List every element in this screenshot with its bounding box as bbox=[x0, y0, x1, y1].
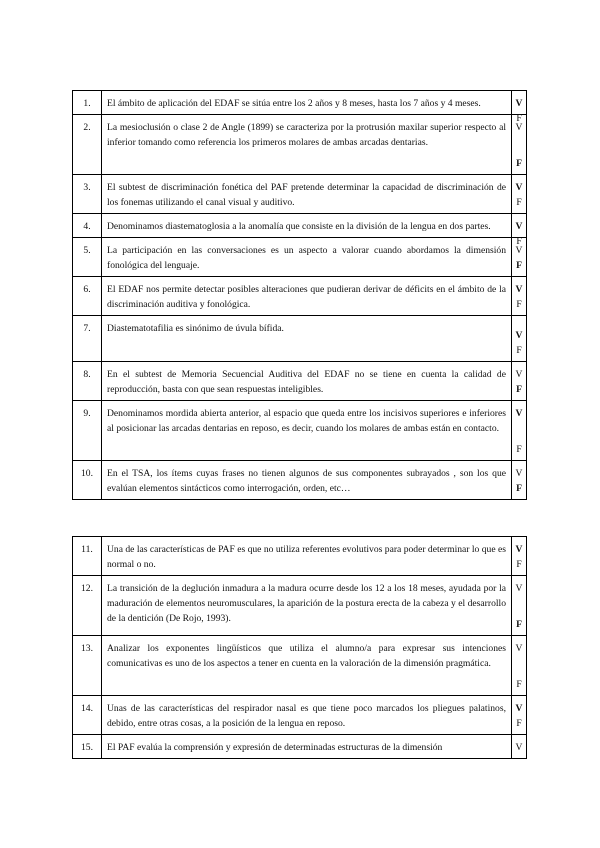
option-false: F bbox=[516, 113, 522, 124]
question-text: En el subtest de Memoria Secuencial Auditiva del EDAF no se tiene en cuenta la calidad de reproducción, basta con que sean respuestas inteligibles. bbox=[102, 362, 512, 401]
question-text: Una de las características de PAF es que no utiliza referentes evolutivos para poder determinar lo que es normal o no. bbox=[102, 537, 512, 576]
true-false-answer bbox=[512, 401, 527, 461]
true-false-answer bbox=[512, 696, 527, 735]
option-false: F bbox=[516, 444, 522, 455]
true-false-answer bbox=[512, 461, 527, 500]
question-number: 11. bbox=[73, 537, 102, 576]
option-false: F bbox=[516, 299, 522, 310]
option-false: F bbox=[516, 559, 522, 570]
question-row bbox=[73, 175, 527, 214]
true-false-answer bbox=[512, 238, 527, 277]
option-true: V bbox=[515, 468, 523, 479]
option-true: V bbox=[515, 583, 523, 594]
true-false-answer bbox=[512, 91, 527, 124]
option-true: V bbox=[515, 182, 523, 193]
true-false-answer bbox=[512, 214, 527, 247]
question-number: 1. bbox=[73, 91, 102, 115]
question-number: 14. bbox=[73, 696, 102, 735]
question-row bbox=[73, 362, 527, 401]
true-false-answer bbox=[512, 362, 527, 401]
option-false: F bbox=[516, 619, 522, 630]
question-number: 7. bbox=[73, 316, 102, 362]
question-text: Denominamos mordida abierta anterior, al espacio que queda entre los incisivos superiores e inferiores al posicionar las arcadas dentarias en reposo, es decir, cuando los molares de ambas están en contacto. bbox=[102, 401, 512, 461]
option-true: V bbox=[515, 703, 523, 714]
question-row bbox=[73, 735, 527, 759]
question-number: 12. bbox=[73, 576, 102, 636]
option-true: V bbox=[515, 221, 523, 232]
question-number: 9. bbox=[73, 401, 102, 461]
question-row bbox=[73, 636, 527, 696]
option-false: F bbox=[516, 158, 522, 169]
option-false: F bbox=[516, 483, 522, 494]
option-false: F bbox=[516, 718, 522, 729]
question-row bbox=[73, 696, 527, 735]
question-number: 6. bbox=[73, 277, 102, 316]
questions-table-2 bbox=[72, 536, 527, 759]
option-true: V bbox=[515, 284, 523, 295]
question-number: 3. bbox=[73, 175, 102, 214]
question-row bbox=[73, 316, 527, 362]
question-number: 15. bbox=[73, 735, 102, 759]
true-false-answer bbox=[512, 735, 527, 759]
option-false: F bbox=[516, 384, 522, 395]
question-number: 2. bbox=[73, 115, 102, 175]
true-false-answer bbox=[512, 576, 527, 636]
option-true: V bbox=[515, 330, 523, 341]
true-false-answer bbox=[512, 316, 527, 362]
question-text: En el TSA, los ítems cuyas frases no tienen algunos de sus componentes subrayados , son los que evalúan elementos sintácticos como interrogación, orden, etc… bbox=[102, 461, 512, 500]
option-false: F bbox=[516, 260, 522, 271]
option-true: V bbox=[515, 245, 523, 256]
option-false: F bbox=[516, 679, 522, 690]
question-text: Diastematotafilia es sinónimo de úvula bífida. bbox=[102, 316, 512, 362]
question-text: El subtest de discriminación fonética del PAF pretende determinar la capacidad de discriminación de los fonemas utilizando el canal visual y auditivo. bbox=[102, 175, 512, 214]
question-text: El EDAF nos permite detectar posibles alteraciones que pudieran derivar de déficits en el ámbito de la discriminación auditiva y fonológica. bbox=[102, 277, 512, 316]
true-false-answer bbox=[512, 537, 527, 576]
option-true: V bbox=[515, 742, 523, 753]
question-text: La participación en las conversaciones es un aspecto a valorar cuando abordamos la dimensión fonológica del lenguaje. bbox=[102, 238, 512, 277]
question-row bbox=[73, 401, 527, 461]
option-true: V bbox=[515, 408, 523, 419]
question-row bbox=[73, 214, 527, 238]
question-row bbox=[73, 576, 527, 636]
question-number: 5. bbox=[73, 238, 102, 277]
true-false-answer bbox=[512, 175, 527, 214]
option-false: F bbox=[516, 197, 522, 208]
question-text: Analizar los exponentes lingüísticos que utiliza el alumno/a para expresar sus intenciones comunicativas es uno de los aspectos a tener en cuenta en la valoración de la dimensión pragmática. bbox=[102, 636, 512, 696]
question-number: 13. bbox=[73, 636, 102, 696]
question-row bbox=[73, 537, 527, 576]
question-number: 10. bbox=[73, 461, 102, 500]
question-row bbox=[73, 91, 527, 115]
option-true: V bbox=[515, 98, 523, 109]
question-number: 8. bbox=[73, 362, 102, 401]
question-text: La transición de la deglución inmadura a la madura ocurre desde los 12 a los 18 meses, ayudada por la maduración de elementos neuromusculares, la aparición de la postura erecta de la cabeza y el desarrollo de la dentición (De Rojo, 1993). bbox=[102, 576, 512, 636]
question-text: Unas de las características del respirador nasal es que tiene poco marcados los pliegues palatinos, debido, entre otras cosas, a la posición de la lengua en reposo. bbox=[102, 696, 512, 735]
question-row bbox=[73, 238, 527, 277]
question-text: La mesioclusión o clase 2 de Angle (1899) se caracteriza por la protrusión maxilar superior respecto al inferior tomando como referencia los primeros molares de ambas arcadas dentarias. bbox=[102, 115, 512, 175]
question-number: 4. bbox=[73, 214, 102, 238]
option-true: V bbox=[515, 122, 523, 133]
true-false-answer bbox=[512, 636, 527, 696]
option-true: V bbox=[515, 544, 523, 555]
true-false-answer bbox=[512, 277, 527, 316]
option-true: V bbox=[515, 643, 523, 654]
question-row bbox=[73, 115, 527, 175]
true-false-answer bbox=[512, 115, 527, 175]
question-row bbox=[73, 461, 527, 500]
question-text: El PAF evalúa la comprensión y expresión de determinadas estructuras de la dimensión bbox=[102, 735, 512, 759]
question-text: Denominamos diastematoglosia a la anomalía que consiste en la división de la lengua en dos partes. bbox=[102, 214, 512, 238]
questions-table-1 bbox=[72, 90, 527, 500]
question-text: El ámbito de aplicación del EDAF se sitúa entre los 2 años y 8 meses, hasta los 7 años y 4 meses. bbox=[102, 91, 512, 115]
question-row bbox=[73, 277, 527, 316]
option-false: F bbox=[516, 236, 522, 247]
option-true: V bbox=[515, 369, 523, 380]
option-false: F bbox=[516, 345, 522, 356]
